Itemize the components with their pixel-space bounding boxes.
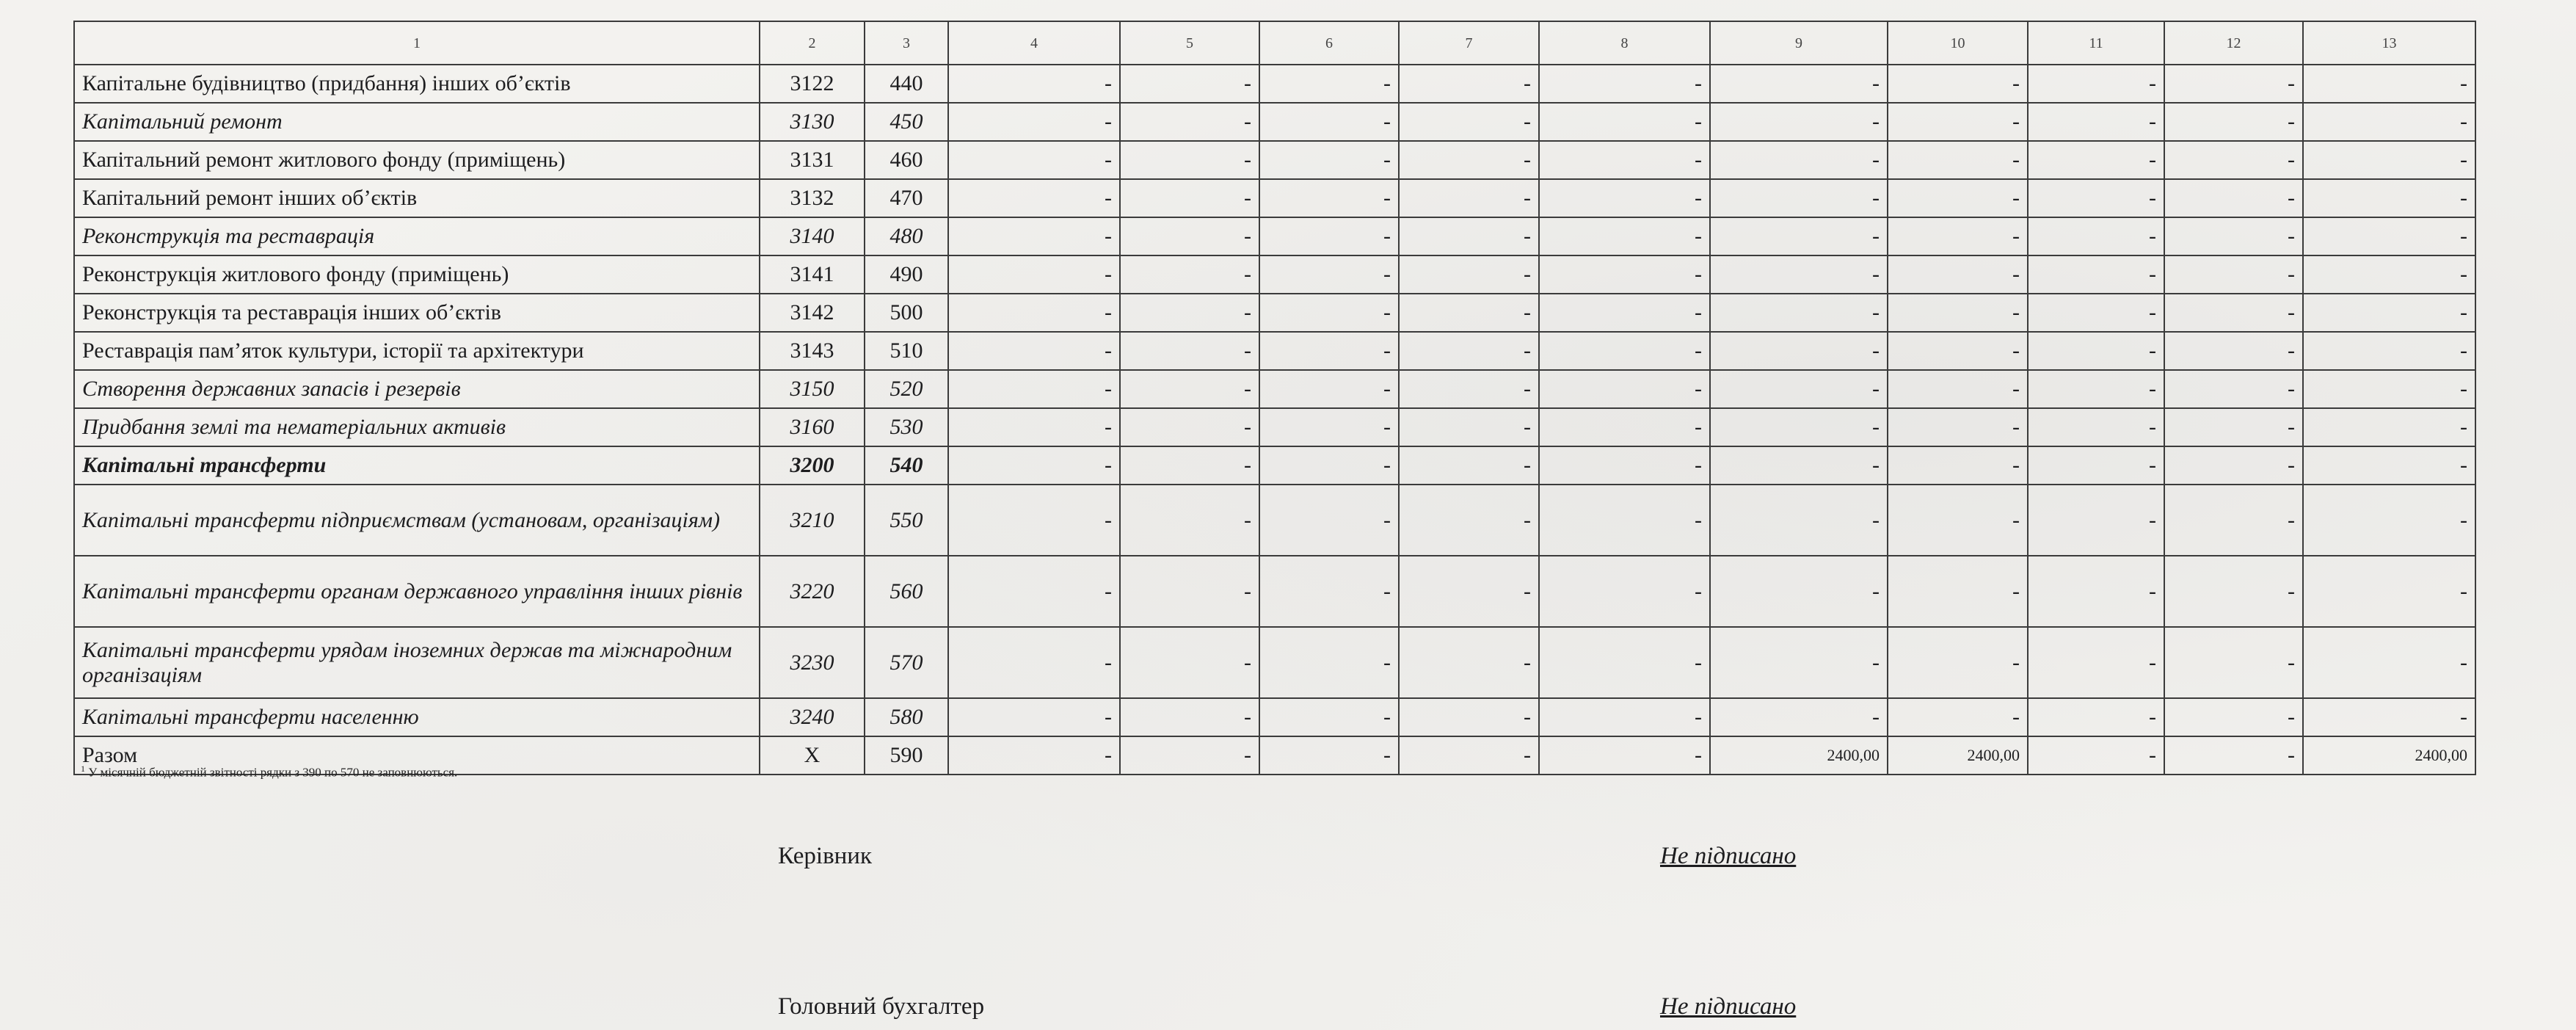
value-cell: - — [1710, 141, 1888, 179]
value-cell: - — [1259, 141, 1399, 179]
column-number: 9 — [1710, 21, 1888, 65]
value-cell: - — [1888, 294, 2028, 332]
value-cell: - — [948, 217, 1120, 255]
value-cell: - — [2028, 179, 2164, 217]
value-cell: - — [1539, 446, 1710, 485]
value-cell: - — [1399, 627, 1539, 698]
row-name: Капітальний ремонт — [74, 103, 760, 141]
kekv-code: 3220 — [760, 556, 865, 627]
row-code: 450 — [865, 103, 948, 141]
row-name: Реставрація пам’яток культури, історії та архітектури — [74, 332, 760, 370]
director-label: Керівник — [778, 843, 873, 869]
value-cell: - — [1710, 179, 1888, 217]
row-name: Створення державних запасів і резервів — [74, 370, 760, 408]
value-cell: - — [1399, 103, 1539, 141]
kekv-code: 3141 — [760, 255, 865, 294]
value-cell: - — [948, 294, 1120, 332]
value-cell: - — [1259, 217, 1399, 255]
value-cell: - — [2164, 370, 2303, 408]
value-cell: - — [1259, 370, 1399, 408]
value-cell: - — [1399, 408, 1539, 446]
value-cell: - — [2164, 332, 2303, 370]
table-row — [74, 446, 2475, 485]
value-cell: - — [1539, 556, 1710, 627]
value-cell: - — [1120, 217, 1259, 255]
value-cell: - — [1259, 65, 1399, 103]
value-cell: - — [1888, 179, 2028, 217]
value-cell: - — [2028, 736, 2164, 775]
row-code: 470 — [865, 179, 948, 217]
table-row — [74, 65, 2475, 103]
value-cell: - — [2303, 217, 2475, 255]
value-cell: - — [1710, 65, 1888, 103]
value-cell: - — [1710, 103, 1888, 141]
value-cell: - — [1539, 103, 1710, 141]
row-code: 500 — [865, 294, 948, 332]
row-code: 580 — [865, 698, 948, 736]
value-cell: - — [1399, 370, 1539, 408]
value-cell: - — [2303, 255, 2475, 294]
value-cell: - — [1539, 370, 1710, 408]
chief-accountant-label: Головний бухгалтер — [778, 993, 985, 1020]
value-cell: - — [1710, 217, 1888, 255]
value-cell: - — [948, 556, 1120, 627]
value-cell: - — [2164, 294, 2303, 332]
row-code: 440 — [865, 65, 948, 103]
row-name: Капітальне будівництво (придбання) інших об’єктів — [74, 65, 760, 103]
value-cell: - — [1259, 627, 1399, 698]
value-cell: - — [1888, 408, 2028, 446]
value-cell: - — [2303, 141, 2475, 179]
value-cell: - — [1120, 65, 1259, 103]
expenditure-table — [73, 21, 2476, 775]
value-cell: - — [1888, 485, 2028, 556]
value-cell: - — [2028, 141, 2164, 179]
value-cell: - — [1259, 556, 1399, 627]
footnote-text: У місячній бюджетній звітності рядки з 390 по 570 не заповнюються. — [88, 765, 458, 780]
row-code: 530 — [865, 408, 948, 446]
column-number: 6 — [1259, 21, 1399, 65]
row-code: 460 — [865, 141, 948, 179]
value-cell: - — [1539, 627, 1710, 698]
value-cell: - — [948, 446, 1120, 485]
value-cell: - — [1399, 485, 1539, 556]
row-name: Реконструкція та реставрація інших об’єктів — [74, 294, 760, 332]
kekv-code: 3142 — [760, 294, 865, 332]
value-cell: - — [1888, 446, 2028, 485]
value-cell: - — [2303, 627, 2475, 698]
row-name: Реконструкція та реставрація — [74, 217, 760, 255]
value-cell: - — [1399, 65, 1539, 103]
row-code: 570 — [865, 627, 948, 698]
value-cell: - — [1259, 446, 1399, 485]
value-cell: - — [948, 408, 1120, 446]
kekv-code: 3230 — [760, 627, 865, 698]
table-row — [74, 179, 2475, 217]
value-cell: - — [2164, 65, 2303, 103]
value-cell: - — [2028, 65, 2164, 103]
kekv-code: 3240 — [760, 698, 865, 736]
table-row — [74, 217, 2475, 255]
table-row — [74, 627, 2475, 698]
kekv-code: 3132 — [760, 179, 865, 217]
value-cell: - — [2303, 179, 2475, 217]
kekv-code: 3143 — [760, 332, 865, 370]
value-cell: - — [1399, 179, 1539, 217]
value-cell: - — [2028, 370, 2164, 408]
value-cell: - — [2164, 556, 2303, 627]
table-row — [74, 698, 2475, 736]
value-cell: - — [2028, 217, 2164, 255]
value-cell: 2400,00 — [1888, 736, 2028, 775]
column-number: 5 — [1120, 21, 1259, 65]
value-cell: - — [1888, 217, 2028, 255]
row-name: Капітальні трансферти населенню — [74, 698, 760, 736]
value-cell: - — [2028, 294, 2164, 332]
value-cell: - — [2164, 736, 2303, 775]
value-cell: - — [2028, 408, 2164, 446]
value-cell: - — [1539, 485, 1710, 556]
value-cell: - — [1710, 485, 1888, 556]
row-name: Реконструкція житлового фонду (приміщень) — [74, 255, 760, 294]
value-cell: - — [948, 736, 1120, 775]
row-name: Разом — [74, 736, 760, 775]
value-cell: - — [1539, 698, 1710, 736]
value-cell: - — [1120, 446, 1259, 485]
value-cell: - — [1120, 255, 1259, 294]
value-cell: - — [1399, 141, 1539, 179]
value-cell: - — [2164, 627, 2303, 698]
value-cell: - — [2028, 485, 2164, 556]
value-cell: - — [1539, 294, 1710, 332]
value-cell: - — [1888, 556, 2028, 627]
value-cell: - — [1120, 408, 1259, 446]
value-cell: - — [1710, 332, 1888, 370]
value-cell: - — [1539, 408, 1710, 446]
value-cell: - — [1120, 556, 1259, 627]
value-cell: - — [1120, 370, 1259, 408]
value-cell: - — [2303, 65, 2475, 103]
value-cell: - — [1259, 736, 1399, 775]
footnote — [81, 764, 457, 780]
value-cell: - — [2028, 698, 2164, 736]
column-number: 10 — [1888, 21, 2028, 65]
value-cell: - — [1120, 103, 1259, 141]
value-cell: - — [1120, 736, 1259, 775]
value-cell: - — [1399, 556, 1539, 627]
value-cell: - — [1888, 103, 2028, 141]
row-code: 540 — [865, 446, 948, 485]
row-name: Капітальний ремонт житлового фонду (приміщень) — [74, 141, 760, 179]
column-number: 13 — [2303, 21, 2475, 65]
value-cell: - — [2028, 556, 2164, 627]
column-number: 8 — [1539, 21, 1710, 65]
row-code: 480 — [865, 217, 948, 255]
table-row — [74, 370, 2475, 408]
column-number: 2 — [760, 21, 865, 65]
value-cell: - — [1888, 698, 2028, 736]
value-cell: - — [1539, 179, 1710, 217]
value-cell: - — [948, 65, 1120, 103]
row-name: Придбання землі та нематеріальних активів — [74, 408, 760, 446]
row-code: 560 — [865, 556, 948, 627]
value-cell: - — [2303, 556, 2475, 627]
value-cell: - — [948, 485, 1120, 556]
value-cell: - — [2303, 408, 2475, 446]
value-cell: - — [1539, 255, 1710, 294]
value-cell: - — [2303, 370, 2475, 408]
column-number: 11 — [2028, 21, 2164, 65]
row-name: Капітальні трансферти урядам іноземних держав та міжнародним організаціям — [74, 627, 760, 698]
value-cell: - — [1710, 408, 1888, 446]
value-cell: - — [1259, 408, 1399, 446]
value-cell: - — [2028, 103, 2164, 141]
value-cell: - — [1259, 255, 1399, 294]
value-cell: - — [2028, 627, 2164, 698]
value-cell: - — [1399, 332, 1539, 370]
director-signature-status: Не підписано — [1660, 843, 1797, 869]
value-cell: - — [1120, 698, 1259, 736]
value-cell: - — [1888, 255, 2028, 294]
value-cell: - — [2164, 141, 2303, 179]
value-cell: - — [2164, 485, 2303, 556]
value-cell: - — [1259, 698, 1399, 736]
footnote-mark: 1 — [81, 764, 85, 774]
value-cell: - — [1539, 141, 1710, 179]
column-number: 12 — [2164, 21, 2303, 65]
value-cell: - — [1120, 627, 1259, 698]
value-cell: - — [2303, 698, 2475, 736]
value-cell: - — [1259, 179, 1399, 217]
value-cell: - — [948, 332, 1120, 370]
value-cell: - — [1399, 294, 1539, 332]
value-cell: - — [1399, 698, 1539, 736]
kekv-code: 3210 — [760, 485, 865, 556]
row-name: Капітальні трансферти підприємствам (установам, організаціям) — [74, 485, 760, 556]
kekv-code: 3122 — [760, 65, 865, 103]
row-code: 510 — [865, 332, 948, 370]
kekv-code: 3150 — [760, 370, 865, 408]
value-cell: - — [1888, 627, 2028, 698]
value-cell: - — [1120, 485, 1259, 556]
table-row — [74, 294, 2475, 332]
value-cell: - — [1259, 485, 1399, 556]
kekv-code: 3200 — [760, 446, 865, 485]
value-cell: - — [2303, 294, 2475, 332]
value-cell: - — [1710, 370, 1888, 408]
value-cell: - — [2028, 446, 2164, 485]
kekv-code: Х — [760, 736, 865, 775]
value-cell: - — [1399, 736, 1539, 775]
value-cell: - — [1399, 255, 1539, 294]
column-number-row — [74, 21, 2475, 65]
value-cell: - — [1888, 370, 2028, 408]
table-row — [74, 255, 2475, 294]
table-row — [74, 141, 2475, 179]
value-cell: - — [1399, 446, 1539, 485]
value-cell: - — [1710, 698, 1888, 736]
value-cell: - — [2164, 255, 2303, 294]
row-code: 590 — [865, 736, 948, 775]
value-cell: - — [948, 255, 1120, 294]
value-cell: - — [2164, 103, 2303, 141]
row-name: Капітальний ремонт інших об’єктів — [74, 179, 760, 217]
kekv-code: 3160 — [760, 408, 865, 446]
value-cell: - — [1710, 255, 1888, 294]
table-row — [74, 332, 2475, 370]
value-cell: - — [1120, 141, 1259, 179]
value-cell: - — [2164, 179, 2303, 217]
value-cell: - — [1120, 332, 1259, 370]
value-cell: - — [2164, 408, 2303, 446]
row-name: Капітальні трансферти — [74, 446, 760, 485]
value-cell: - — [1399, 217, 1539, 255]
table-row — [74, 408, 2475, 446]
table-row — [74, 103, 2475, 141]
value-cell: 2400,00 — [2303, 736, 2475, 775]
value-cell: - — [948, 103, 1120, 141]
value-cell: - — [1710, 627, 1888, 698]
column-number: 7 — [1399, 21, 1539, 65]
value-cell: - — [1710, 294, 1888, 332]
value-cell: - — [2028, 255, 2164, 294]
value-cell: - — [2303, 332, 2475, 370]
column-number: 4 — [948, 21, 1120, 65]
value-cell: - — [1710, 556, 1888, 627]
value-cell: - — [948, 141, 1120, 179]
value-cell: - — [2303, 446, 2475, 485]
value-cell: - — [1888, 141, 2028, 179]
value-cell: - — [2164, 698, 2303, 736]
value-cell: - — [1539, 65, 1710, 103]
value-cell: - — [1710, 446, 1888, 485]
value-cell: - — [2303, 485, 2475, 556]
value-cell: - — [1888, 332, 2028, 370]
column-number: 3 — [865, 21, 948, 65]
value-cell: - — [1539, 332, 1710, 370]
value-cell: - — [948, 179, 1120, 217]
value-cell: - — [1259, 294, 1399, 332]
row-code: 490 — [865, 255, 948, 294]
value-cell: - — [1120, 294, 1259, 332]
value-cell: - — [1120, 179, 1259, 217]
value-cell: - — [1539, 736, 1710, 775]
value-cell: - — [948, 370, 1120, 408]
column-number: 1 — [74, 21, 760, 65]
value-cell: - — [2028, 332, 2164, 370]
value-cell: - — [948, 698, 1120, 736]
row-code: 520 — [865, 370, 948, 408]
value-cell: - — [1259, 103, 1399, 141]
table-row — [74, 485, 2475, 556]
value-cell: - — [948, 627, 1120, 698]
kekv-code: 3130 — [760, 103, 865, 141]
value-cell: - — [2303, 103, 2475, 141]
table-row — [74, 556, 2475, 627]
kekv-code: 3131 — [760, 141, 865, 179]
value-cell: - — [1539, 217, 1710, 255]
value-cell: 2400,00 — [1710, 736, 1888, 775]
value-cell: - — [2164, 446, 2303, 485]
value-cell: - — [2164, 217, 2303, 255]
row-name: Капітальні трансферти органам державного управління інших рівнів — [74, 556, 760, 627]
value-cell: - — [1259, 332, 1399, 370]
row-code: 550 — [865, 485, 948, 556]
value-cell: - — [1888, 65, 2028, 103]
chief-accountant-signature-status: Не підписано — [1660, 993, 1797, 1020]
kekv-code: 3140 — [760, 217, 865, 255]
